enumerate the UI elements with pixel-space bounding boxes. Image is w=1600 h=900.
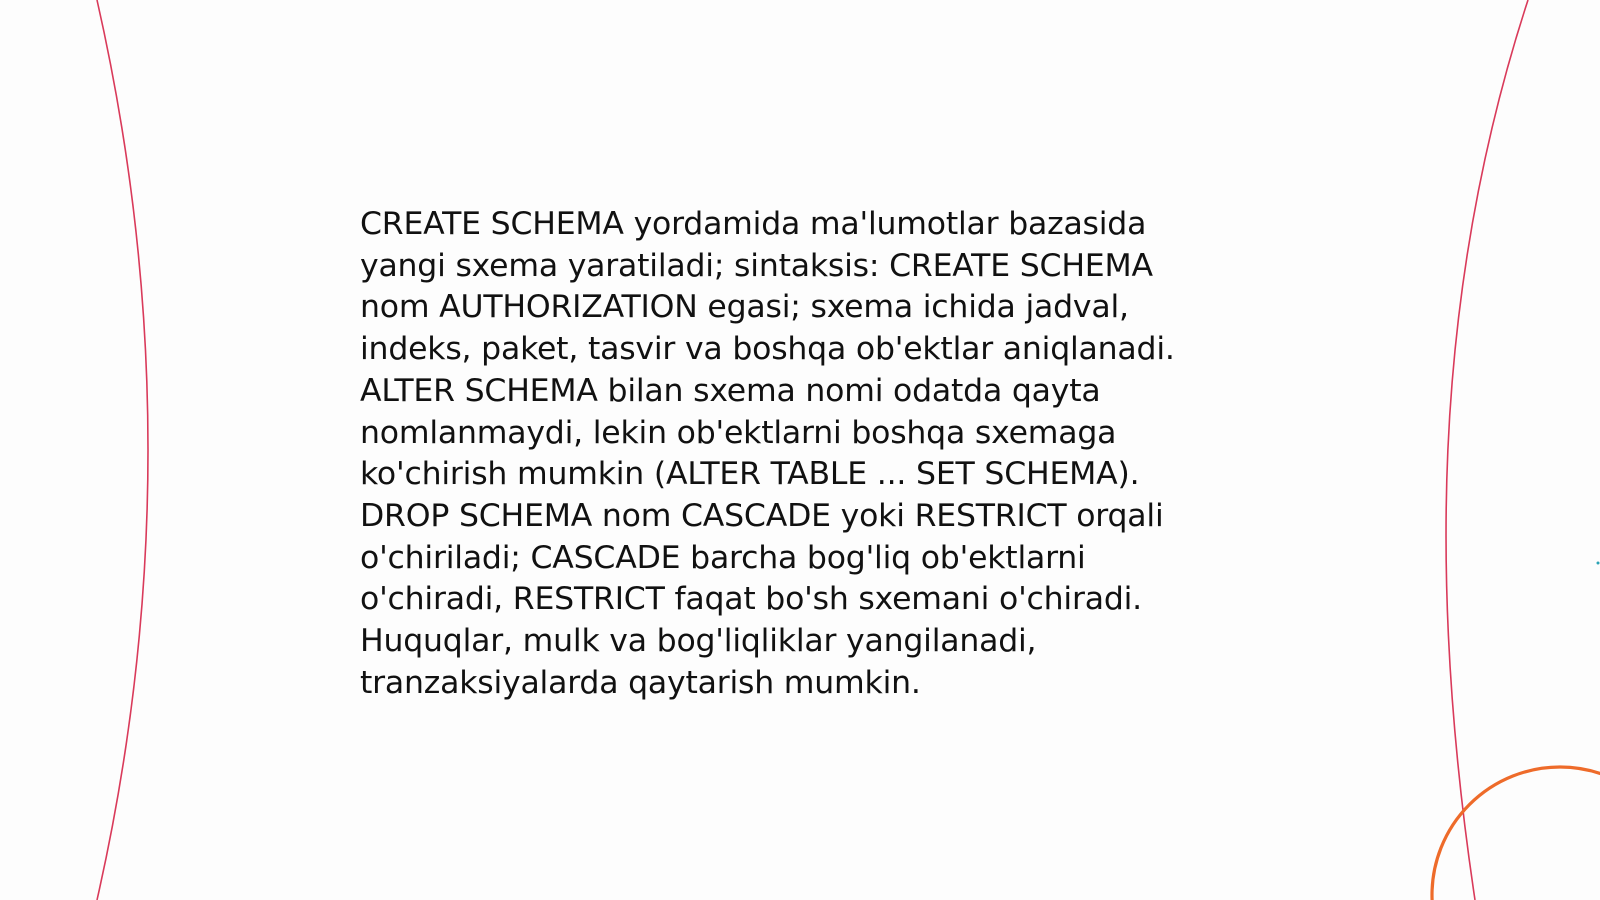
text-line: ALTER SCHEMA bilan sxema nomi odatda qayta: [360, 372, 1101, 409]
slide-body-text: [360, 204, 1220, 704]
text-line: yangi sxema yaratiladi; sintaksis: CREATE SCHEMA: [360, 247, 1153, 284]
teal-dot: [1597, 562, 1600, 565]
left-curve-line: [97, 0, 148, 900]
text-line: nom AUTHORIZATION egasi; sxema ichida jadval,: [360, 289, 1129, 326]
orange-circle-outline: [1432, 767, 1600, 900]
text-line: o'chiradi, RESTRICT faqat bo'sh sxemani o'chiradi.: [360, 581, 1142, 618]
text-line: indeks, paket, tasvir va boshqa ob'ektlar aniqlanadi.: [360, 331, 1175, 368]
text-line: CREATE SCHEMA yordamida ma'lumotlar bazasida: [360, 206, 1147, 242]
text-line: tranzaksiyalarda qaytarish mumkin.: [360, 664, 921, 701]
right-curve-line: [1446, 0, 1528, 900]
text-line: DROP SCHEMA nom CASCADE yoki RESTRICT orqali: [360, 497, 1164, 534]
text-line: nomlanmaydi, lekin ob'ektlarni boshqa sxemaga: [360, 414, 1117, 451]
text-line: Huquqlar, mulk va bog'liqliklar yangilanadi,: [360, 623, 1037, 660]
text-line: o'chiriladi; CASCADE barcha bog'liq ob'ektlarni: [360, 539, 1086, 576]
text-line: ko'chirish mumkin (ALTER TABLE ... SET SCHEMA).: [360, 456, 1140, 493]
